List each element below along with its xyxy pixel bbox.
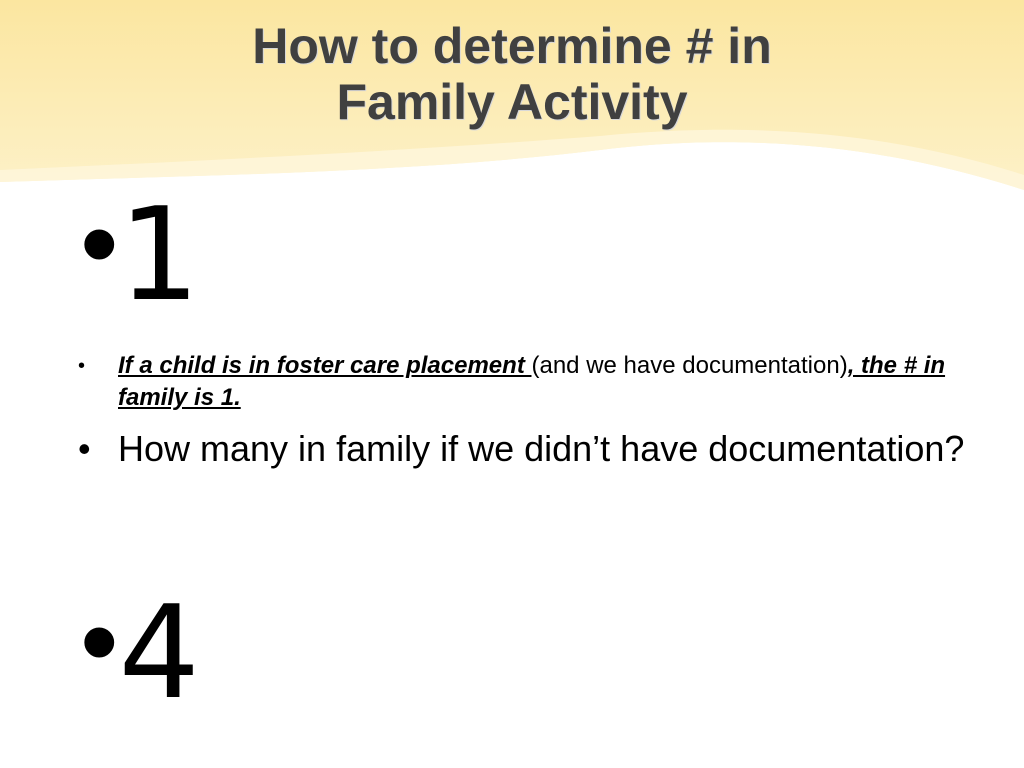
answer-value: 1 (118, 181, 200, 330)
question-text: How many in family if we didn’t have documentation? (118, 428, 965, 469)
bullet-marker: • (80, 580, 119, 703)
bullet-foster-care (78, 350, 978, 414)
emphasis-text-1: If a child is in foster care placement (118, 352, 532, 379)
answer-four (80, 578, 200, 728)
answer-one (80, 180, 200, 330)
normal-text: (and we have documentation) (531, 352, 848, 379)
answer-value: 4 (118, 579, 200, 728)
title-line-1: How to determine # in (252, 18, 772, 74)
title-line-2: Family Activity (336, 74, 688, 130)
bullet-text (118, 350, 978, 414)
bullet-marker: • (78, 428, 91, 469)
slide-title (0, 18, 1024, 130)
emphasis-text-2: , the # in family is 1. (118, 352, 946, 411)
bullet-marker: • (78, 355, 86, 377)
bullet-question (78, 426, 978, 472)
bullet-marker: • (80, 182, 119, 305)
